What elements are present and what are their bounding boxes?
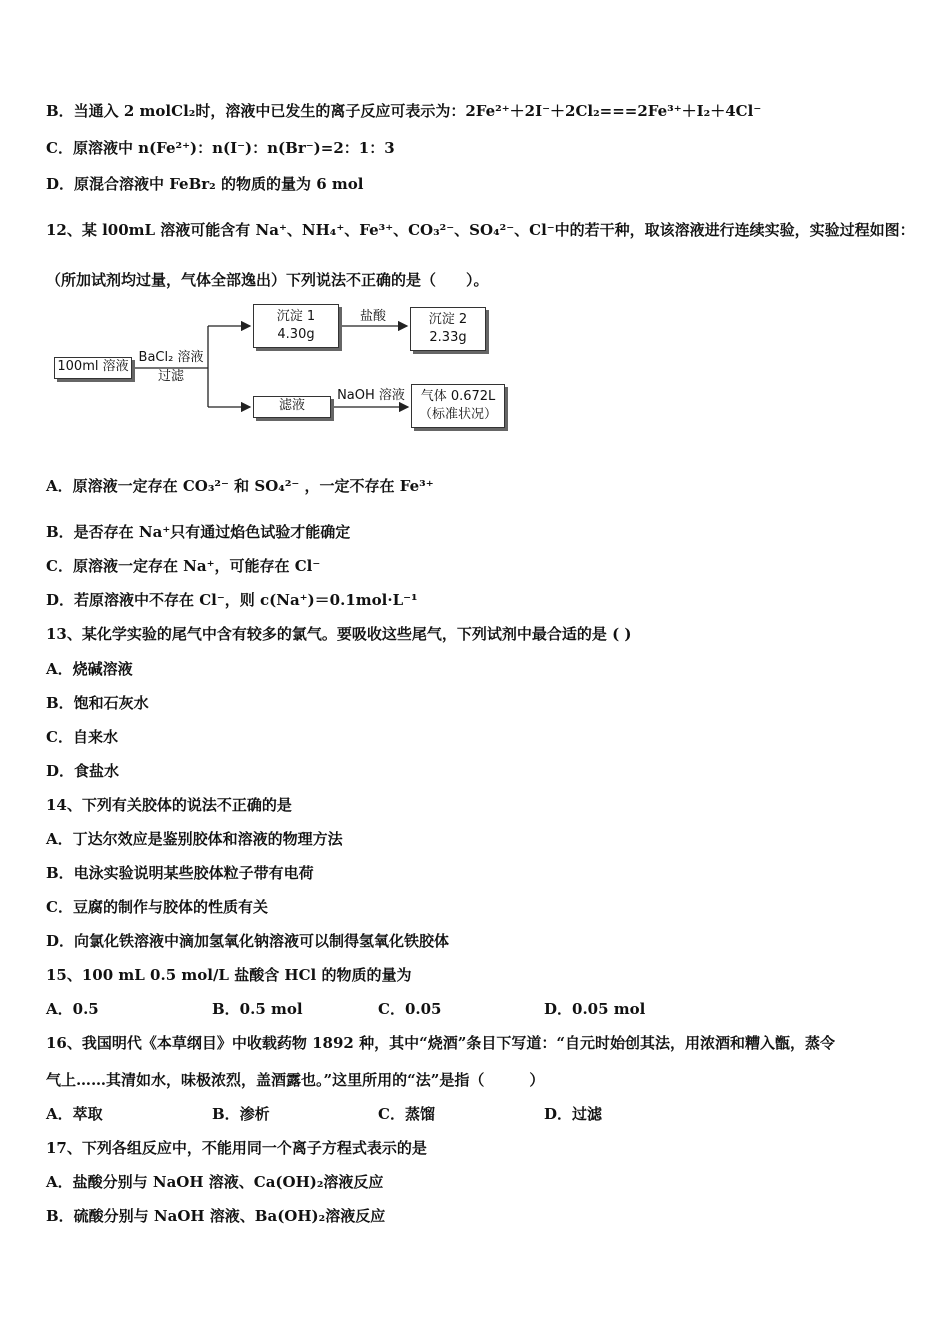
q14-option-d: D．向氯化铁溶液中滴加氢氧化钠溶液可以制得氢氧化铁胶体 [46,932,450,950]
gas-result-box [411,384,505,428]
q13-option-d: D．食盐水 [46,762,120,780]
q12-option-a: A．原溶液一定存在 CO₃²⁻ 和 SO₄²⁻ ，一定不存在 Fe³⁺ [46,477,434,495]
q14-option-b: B．电泳实验说明某些胶体粒子带有电荷 [46,864,314,882]
q16-option-d: D．过滤 [544,1105,603,1123]
experiment-flow-diagram [50,300,520,440]
precipitate-1-box [253,304,339,348]
q12-option-c: C．原溶液一定存在 Na⁺，可能存在 Cl⁻ [46,557,321,575]
q17-option-a: A．盐酸分别与 NaOH 溶液、Ca(OH)₂溶液反应 [46,1173,384,1191]
q15-option-c: C．0.05 [378,1000,442,1018]
q16-stem-line1: 16、我国明代《本草纲目》中收载药物 1892 种，其中“烧酒”条目下写道：“自元时始创其法，用浓酒和糟入甑，蒸令 [46,1034,835,1052]
q17-option-b: B．硫酸分别与 NaOH 溶液、Ba(OH)₂溶液反应 [46,1207,386,1225]
q16-option-b: B．渗析 [212,1105,270,1123]
q16-option-c: C．蒸馏 [378,1105,435,1123]
q17-stem: 17、下列各组反应中，不能用同一个离子方程式表示的是 [46,1139,427,1157]
q15-option-a: A．0.5 [46,1000,99,1018]
precipitate-2-mass: 2.33g [429,330,467,345]
start-solution-box [54,357,132,379]
q13-stem: 13、某化学实验的尾气中含有较多的氯气。要吸收这些尾气，下列试剂中最合适的是 ( ) [46,625,632,643]
precipitate-1-name: 沉淀 1 [276,309,316,324]
naoh-solution-label: NaOH 溶液 [337,388,405,403]
q11-option-b: B．当通入 2 molCl₂时，溶液中已发生的离子反应可表示为：2Fe²⁺＋2I⁻＋2Cl₂===2Fe³⁺＋I₂＋4Cl⁻ [46,102,762,120]
q11-option-c: C．原溶液中 n(Fe²⁺)：n(I⁻)：n(Br⁻)=2：1：3 [46,139,395,157]
gas-volume: 气体 0.672L [420,389,496,404]
hydrochloric-acid-label: 盐酸 [359,309,386,324]
q15-option-b: B．0.5 mol [212,1000,303,1018]
q14-option-c: C．豆腐的制作与胶体的性质有关 [46,898,268,916]
precipitate-2-box [410,307,486,351]
filtrate-label: 滤液 [278,398,305,413]
start-solution-label: 100ml 溶液 [57,359,129,374]
filtrate-box [253,396,331,418]
q11-option-d: D．原混合溶液中 FeBr₂ 的物质的量为 6 mol [46,175,364,193]
q13-option-a: A．烧碱溶液 [46,660,133,678]
q13-option-c: C．自来水 [46,728,118,746]
q16-stem-line2: 气上……其清如水，味极浓烈，盖酒露也。”这里所用的“法”是指（ ） [46,1071,545,1089]
q12-option-d: D．若原溶液中不存在 Cl⁻，则 c(Na⁺)＝0.1mol·L⁻¹ [46,591,418,609]
q15-option-d: D．0.05 mol [544,1000,646,1018]
q12-option-b: B．是否存在 Na⁺只有通过焰色试验才能确定 [46,523,351,541]
reagent-bacl2-label: BaCl₂ 溶液 [138,350,204,365]
q16-options [46,1104,602,1124]
q16-option-a: A．萃取 [46,1105,103,1123]
q14-stem: 14、下列有关胶体的说法不正确的是 [46,796,292,814]
precipitate-2-name: 沉淀 2 [428,312,468,327]
q12-stem-line1: 12、某 l00mL 溶液可能含有 Na⁺、NH₄⁺、Fe³⁺、CO₃²⁻、SO₄²⁻、Cl⁻中的若干种，取该溶液进行连续实验，实验过程如图： [46,221,915,239]
q15-stem: 15、100 mL 0.5 mol/L 盐酸含 HCl 的物质的量为 [46,966,412,984]
gas-condition: （标准状况） [418,407,497,422]
q13-option-b: B．饱和石灰水 [46,694,149,712]
filter-step-label: 过滤 [157,369,184,384]
q12-stem-line2: （所加试剂均过量，气体全部逸出）下列说法不正确的是（ ）。 [46,271,489,289]
precipitate-1-mass: 4.30g [277,327,315,342]
q15-options [46,999,645,1019]
q14-option-a: A．丁达尔效应是鉴别胶体和溶液的物理方法 [46,830,343,848]
